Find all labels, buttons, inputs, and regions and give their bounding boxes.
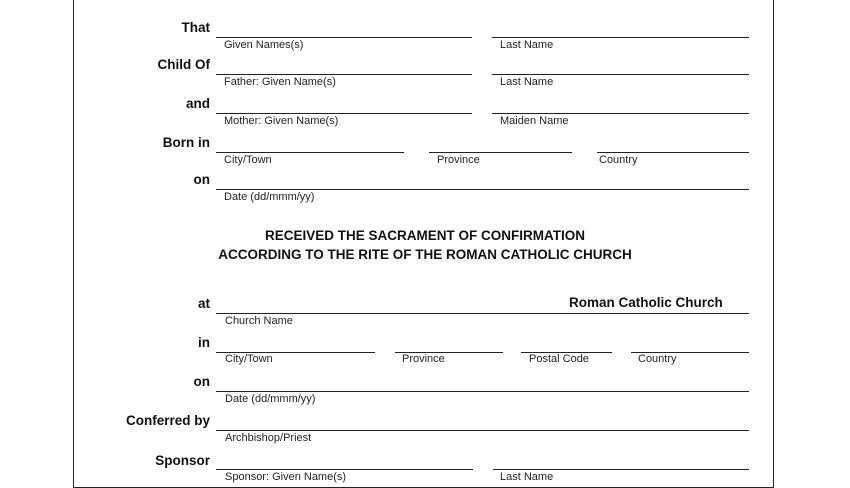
child-given-names-field[interactable] (216, 37, 472, 38)
mother-maiden-name-field[interactable] (492, 113, 749, 114)
birth-province-field[interactable] (429, 152, 572, 153)
postal-code-caption: Postal Code (529, 353, 589, 365)
birth-date-caption: Date (dd/mmm/yy) (224, 191, 315, 203)
birth-city-caption: City/Town (224, 154, 272, 166)
birth-date-field[interactable] (216, 189, 749, 190)
father-last-caption: Last Name (500, 76, 554, 88)
mother-given-names-field[interactable] (216, 113, 472, 114)
birth-province-caption: Province (437, 154, 480, 166)
maiden-name-caption: Maiden Name (500, 115, 569, 127)
heading-line-2: ACCORDING TO THE RITE OF THE ROMAN CATHOLIC CHURCH (218, 247, 632, 262)
church-city-caption: City/Town (225, 353, 273, 365)
father-last-name-field[interactable] (492, 74, 749, 75)
child-last-name-field[interactable] (492, 37, 749, 38)
father-given-names-field[interactable] (216, 74, 472, 75)
conferred-by-field[interactable] (216, 430, 749, 431)
label-conferred-by: Conferred by (125, 413, 210, 428)
sponsor-given-caption: Sponsor: Given Name(s) (225, 471, 347, 483)
birth-country-field[interactable] (597, 152, 749, 153)
label-sponsor: Sponsor (155, 453, 210, 468)
church-province-caption: Province (402, 353, 445, 365)
church-name-caption: Church Name (225, 315, 293, 327)
confirmation-date-field[interactable] (216, 391, 749, 392)
church-country-caption: Country (638, 353, 677, 365)
label-that: That (181, 20, 210, 35)
roman-catholic-church-suffix: Roman Catholic Church (569, 295, 723, 310)
label-in: in (198, 335, 210, 350)
confirmation-heading (180, 226, 670, 264)
label-on-confirmation: on (193, 374, 210, 389)
label-child-of: Child Of (157, 57, 210, 72)
label-born-in: Born in (162, 135, 210, 150)
heading-line-1: RECEIVED THE SACRAMENT OF CONFIRMATION (265, 228, 585, 243)
mother-given-caption: Mother: Given Name(s) (224, 115, 339, 127)
given-names-caption: Given Names(s) (224, 39, 304, 51)
last-name-caption: Last Name (500, 39, 554, 51)
confirmation-date-caption: Date (dd/mmm/yy) (225, 393, 316, 405)
father-given-caption: Father: Given Name(s) (224, 76, 336, 88)
sponsor-last-caption: Last Name (500, 471, 554, 483)
label-and: and (185, 96, 210, 111)
archbishop-priest-caption: Archbishop/Priest (225, 432, 312, 444)
birth-city-field[interactable] (216, 152, 404, 153)
church-name-field[interactable] (216, 313, 749, 314)
sponsor-given-names-field[interactable] (216, 469, 473, 470)
sponsor-last-name-field[interactable] (493, 469, 749, 470)
birth-country-caption: Country (599, 154, 638, 166)
label-at: at (197, 296, 210, 311)
label-on-birth: on (193, 172, 210, 187)
